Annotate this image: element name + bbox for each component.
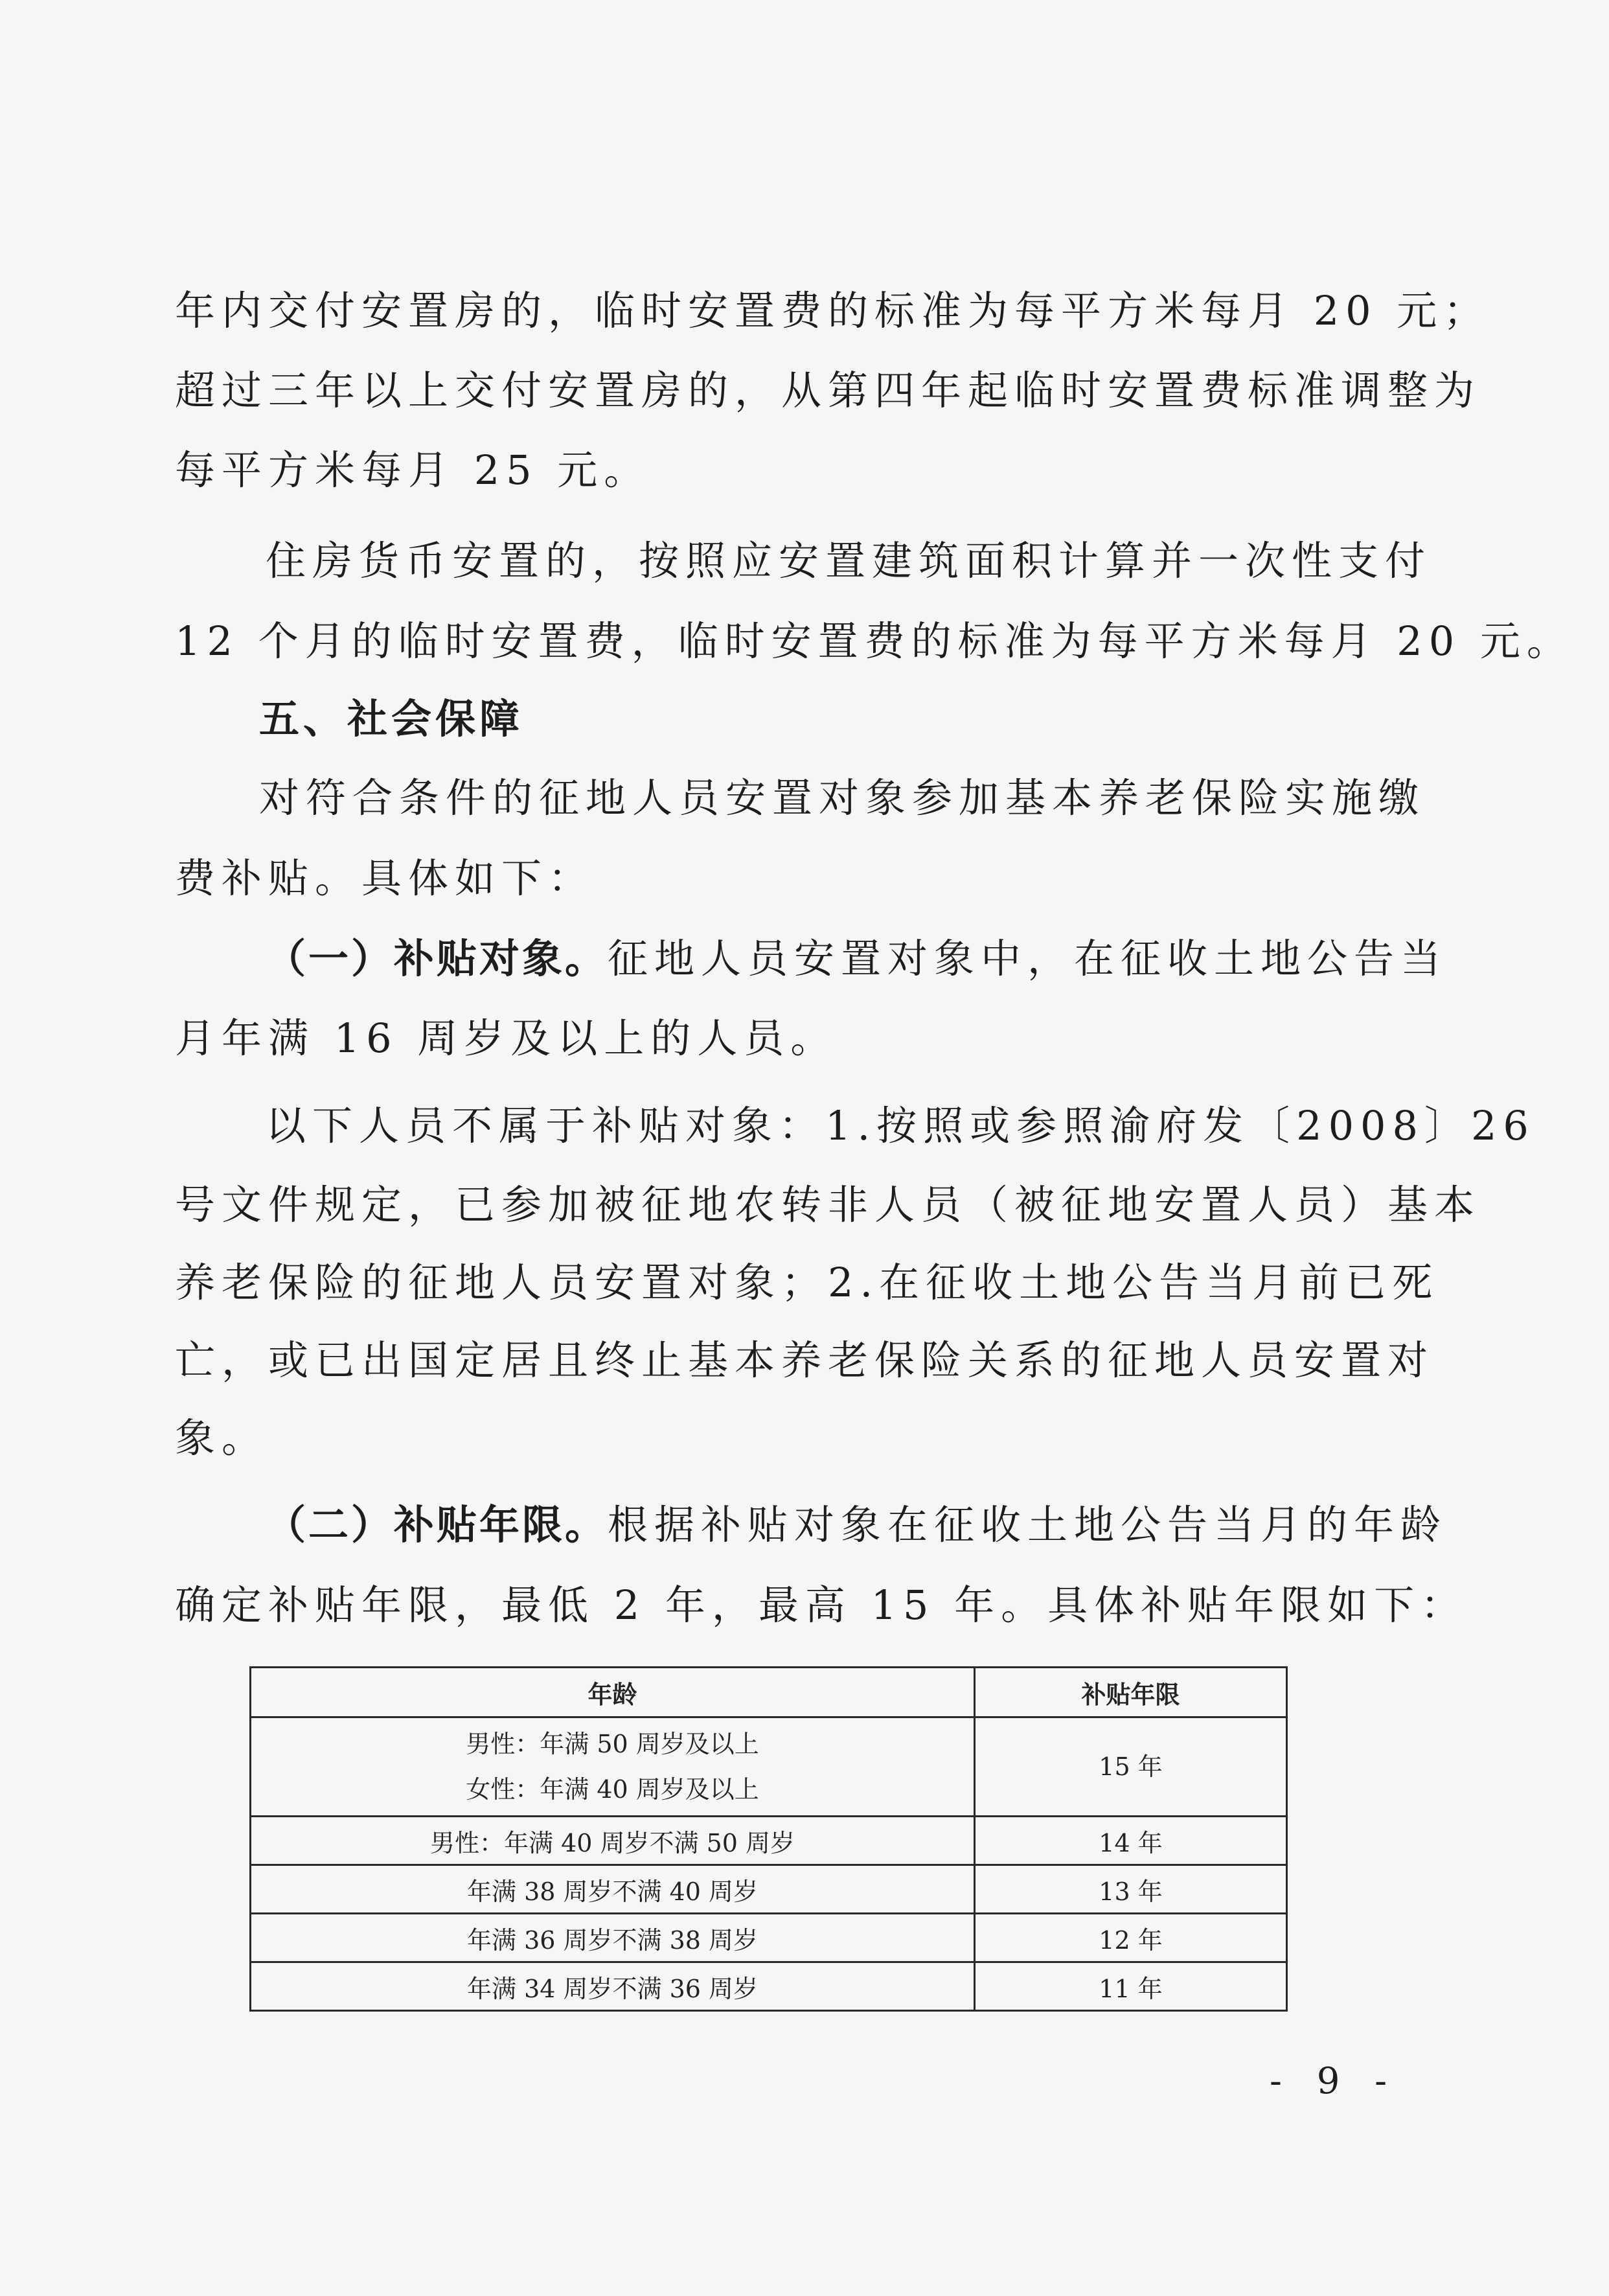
table-row [251, 1717, 1287, 1817]
item-paragraph [266, 933, 1447, 985]
page-number: - 9 - [1270, 2060, 1399, 2102]
years-cell: 12 年 [975, 1914, 1287, 1962]
age-cell: 男性：年满 40 周岁不满 50 周岁 [251, 1817, 975, 1865]
age-cell: 年满 38 周岁不满 40 周岁 [251, 1865, 975, 1914]
column-header-age: 年龄 [251, 1668, 975, 1717]
text-line: 住房货币安置的，按照应安置建筑面积计算并一次性支付 [266, 537, 1432, 584]
text-line: 对符合条件的征地人员安置对象参加基本养老保险实施缴 [259, 774, 1426, 821]
item-text: 根据补贴对象在征收土地公告当月的年龄 [608, 1501, 1448, 1548]
age-cell [251, 1717, 975, 1817]
text-line: 每平方米每月 25 元。 [175, 446, 651, 494]
text-line: 以下人员不属于补贴对象：1.按照或参照渝府发〔2008〕26 [266, 1102, 1535, 1149]
text-line: 象。 [175, 1414, 269, 1462]
section-heading: 五、社会保障 [259, 695, 524, 742]
item-label: （一）补贴对象。 [266, 935, 608, 982]
age-cell: 年满 36 周岁不满 38 周岁 [251, 1914, 975, 1962]
age-cell: 年满 34 周岁不满 36 周岁 [251, 1962, 975, 2011]
text-line: 超过三年以上交付安置房的，从第四年起临时安置费标准调整为 [175, 367, 1481, 414]
table-row [251, 1914, 1287, 1962]
item-paragraph [266, 1499, 1447, 1551]
subsidy-years-table [249, 1666, 1288, 2012]
text-line: 费补贴。具体如下： [175, 855, 595, 902]
years-cell: 15 年 [975, 1717, 1287, 1817]
text-line: 确定补贴年限，最低 2 年，最高 15 年。具体补贴年限如下： [175, 1581, 1468, 1629]
years-cell: 11 年 [975, 1962, 1287, 2011]
text-line: 养老保险的征地人员安置对象；2.在征收土地公告当月前已死 [175, 1259, 1439, 1306]
text-line: 号文件规定，已参加被征地农转非人员（被征地安置人员）基本 [175, 1181, 1481, 1228]
age-line: 女性：年满 40 周岁及以上 [466, 1775, 759, 1804]
item-text: 征地人员安置对象中，在征收土地公告当 [608, 935, 1448, 982]
column-header-years: 补贴年限 [975, 1668, 1287, 1717]
table-row [251, 1817, 1287, 1865]
table-row [251, 1962, 1287, 2011]
text-line: 年内交付安置房的，临时安置费的标准为每平方米每月 20 元； [175, 287, 1490, 334]
item-label: （二）补贴年限。 [266, 1501, 608, 1548]
text-line: 月年满 16 周岁及以上的人员。 [175, 1015, 838, 1062]
years-cell: 13 年 [975, 1865, 1287, 1914]
age-line: 男性：年满 50 周岁及以上 [466, 1730, 759, 1758]
text-line: 12 个月的临时安置费，临时安置费的标准为每平方米每月 20 元。 [175, 617, 1573, 665]
text-line: 亡，或已出国定居且终止基本养老保险关系的征地人员安置对 [175, 1337, 1435, 1384]
years-cell: 14 年 [975, 1817, 1287, 1865]
table-header-row [251, 1668, 1287, 1717]
table-row [251, 1865, 1287, 1914]
